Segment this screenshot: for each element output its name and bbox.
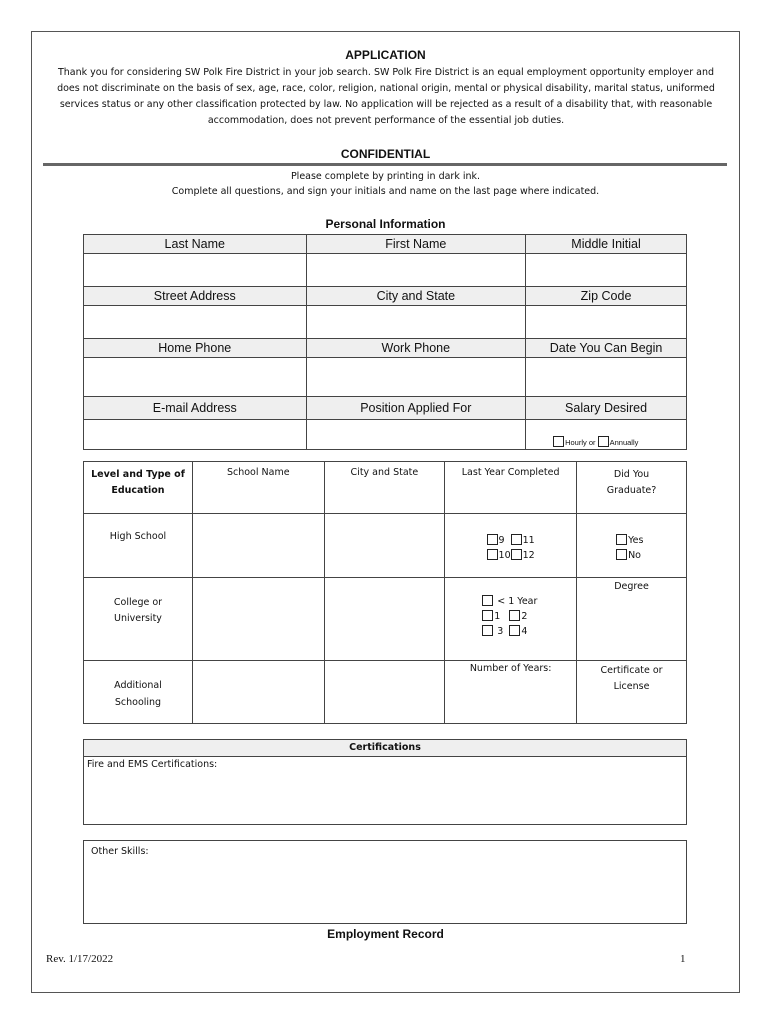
college-2-checkbox[interactable] [509,610,520,621]
edu-city-header: City and State [324,462,445,514]
college-3-label: 3 [497,626,504,637]
certificate-label: Certificate or License [577,661,687,724]
hs-grad-yes-label: Yes [628,535,644,546]
position-label: Position Applied For [306,397,526,420]
college-2-label: 2 [521,611,528,622]
hs-year-12-checkbox[interactable] [511,549,522,560]
city-state-field[interactable] [306,306,526,339]
hs-school-field[interactable] [192,514,324,578]
hs-graduate-options [577,514,687,578]
heading-rule [43,163,727,166]
first-name-field[interactable] [306,254,526,287]
employment-record-title: Employment Record [327,927,444,941]
position-field[interactable] [306,420,526,450]
education-table [83,461,687,724]
email-field[interactable] [84,420,307,450]
work-phone-label: Work Phone [306,339,526,358]
hs-city-field[interactable] [324,514,445,578]
college-city-field[interactable] [324,578,445,661]
city-state-label: City and State [306,287,526,306]
hs-year-9-checkbox[interactable] [487,534,498,545]
college-1-label: 1 [494,611,501,622]
college-4-label: 4 [521,626,528,637]
personal-info-title: Personal Information [325,217,446,231]
zip-code-label: Zip Code [526,287,687,306]
personal-info-table [83,234,687,450]
college-label: College or University [84,578,193,661]
home-phone-field[interactable] [84,358,307,397]
college-lt1-label: < 1 Year [497,596,538,607]
additional-school-field[interactable] [192,661,324,724]
hs-year-9-label: 9 [498,535,505,546]
certifications-box[interactable] [83,739,687,825]
hs-grad-no-checkbox[interactable] [616,549,627,560]
edu-graduate-header: Did You Graduate? [577,462,687,514]
instruction-complete: Complete all questions, and sign your initials and name on the last page where indicated. [171,186,600,197]
hs-year-11-checkbox[interactable] [511,534,522,545]
additional-schooling-label: Additional Schooling [84,661,193,724]
hs-grad-no-label: No [628,550,641,561]
edu-school-header: School Name [192,462,324,514]
email-label: E-mail Address [84,397,307,420]
other-skills-box[interactable] [83,840,687,924]
salary-label: Salary Desired [526,397,687,420]
work-phone-field[interactable] [306,358,526,397]
fire-ems-label: Fire and EMS Certifications: [87,759,218,770]
hs-years-options [445,514,577,578]
last-name-field[interactable] [84,254,307,287]
hourly-label: Hourly or [565,438,596,447]
college-4-checkbox[interactable] [509,625,520,636]
instruction-ink: Please complete by printing in dark ink. [290,171,481,182]
revision-date: Rev. 1/17/2022 [46,953,114,965]
first-name-label: First Name [306,235,526,254]
home-phone-label: Home Phone [84,339,307,358]
date-begin-field[interactable] [526,358,687,397]
street-address-label: Street Address [84,287,307,306]
zip-code-field[interactable] [526,306,687,339]
hs-grad-yes-checkbox[interactable] [616,534,627,545]
annually-label: Annually [609,438,639,447]
form-title: APPLICATION [345,48,426,62]
page-number: 1 [680,953,686,965]
edu-level-header: Level and Type of Education [84,462,193,514]
high-school-label: High School [84,514,193,578]
college-lt1-checkbox[interactable] [482,595,493,606]
college-1-checkbox[interactable] [482,610,493,621]
hourly-checkbox[interactable] [553,436,564,447]
middle-initial-field[interactable] [526,254,687,287]
street-address-field[interactable] [84,306,307,339]
last-name-label: Last Name [84,235,307,254]
salary-field[interactable] [526,420,687,450]
number-of-years-label: Number of Years: [445,661,577,724]
college-3-checkbox[interactable] [482,625,493,636]
annually-checkbox[interactable] [598,436,609,447]
certifications-title: Certifications [84,740,686,757]
college-school-field[interactable] [192,578,324,661]
hs-year-11-label: 11 [522,535,535,546]
edu-last-year-header: Last Year Completed [445,462,577,514]
college-years-options [445,578,577,661]
degree-label: Degree [577,578,687,661]
hs-year-12-label: 12 [522,550,535,561]
hs-year-10-label: 10 [498,550,511,561]
hs-year-10-checkbox[interactable] [487,549,498,560]
other-skills-label: Other Skills: [91,846,149,857]
date-begin-label: Date You Can Begin [526,339,687,358]
middle-initial-label: Middle Initial [526,235,687,254]
intro-text: Thank you for considering SW Polk Fire District in your job search. SW Polk Fire District is an equal employment opportunity employer and does not discriminate on the basis of sex, age, race, color, religion, national origin, mental or physical disability, marital status, uniformed services status or any other classification protected by law. No application will be rejected as a result of a disability that, with reasonable accommodation, does not prevent performance of the essential job duties. [57,67,715,126]
additional-city-field[interactable] [324,661,445,724]
confidential-heading: CONFIDENTIAL [340,147,431,161]
